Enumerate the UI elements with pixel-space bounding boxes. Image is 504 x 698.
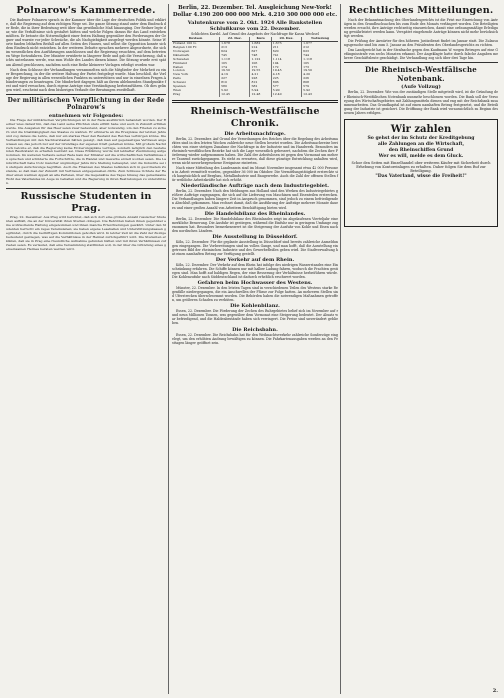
table-row xyxy=(172,93,338,97)
article-subheading: Niederländische Aufträge nach dem Industriegebiet. xyxy=(180,183,330,190)
table-cell: 748 xyxy=(250,54,271,58)
article-paragraph: Nach einer Mitteilung des Landesamts sind im Monat November insgesamt etwa 42 000 Personen in Arbeit vermittelt worden, gegenüber 36 000 im Oktober. Die Vermittlungstätigkeit erstreckte sich hauptsächlich auf Bergbau, Metallindustrie und Baugewerbe. Auch die Zahl der offenen Stellen für weibliche Arbeitskräfte hat sich erhöht. xyxy=(172,166,338,183)
table-cell: 577 xyxy=(271,85,301,89)
column-rule xyxy=(340,4,341,694)
table-cell: 1.677 xyxy=(303,41,312,46)
table-cell: 227 xyxy=(220,77,250,81)
column-left xyxy=(6,4,166,253)
table-cell: 1.682 xyxy=(250,42,271,46)
article-subheading: (Aufe Vollzug) xyxy=(401,84,441,91)
table-cell: 226 xyxy=(303,76,310,81)
article-paragraph: Essen, 22. Dezember. Die Förderung der Zechen des Ruhrgebietes belief sich im November auf rund neun Millionen Tonnen, was gegenüber dem Vormonat eine Steigerung bedeutet. Der Absatz war befriedigend, und die Haldenbestände haben sich verringert. Die Preise sind unverändert geblieben. xyxy=(172,309,338,326)
table-cell: 627 xyxy=(250,50,271,54)
article-paragraph: Berlin, 22. Dezember. Wie von der zuständigen Stelle mitgeteilt wird, ist die Gründung der Rheinisch-Westfälischen Notenbank nunmehr beschlossen worden. Die Bank soll der Versorgung des Wirtschaftsgebietes mit Zahlungsmitteln dienen und eng mit der Reichsbank zusammenarbeiten. Das Grundkapital ist auf einen namhaften Betrag festgesetzt, und die Beteiligung der Industrie ist gesichert. Die Eröffnung der Bank wird voraussichtlich zu Beginn des neuen Jahres erfolgen. xyxy=(344,90,498,115)
table-cell: 4.21 xyxy=(250,73,271,77)
article-subheading: Gefahren beim Hochwasser des Westens. xyxy=(197,280,313,287)
table-cell: 174 xyxy=(220,66,250,70)
table-cell: 175 xyxy=(250,66,271,70)
finance-subtitle: Schlußkurse vom 22. Dezember. xyxy=(209,26,301,33)
article-heading: Rechtliches Mitteilungen. xyxy=(348,5,494,16)
ad-quote: "Das Vaterland, wisse die Freiheit!" xyxy=(375,173,467,179)
table-cell: 105 xyxy=(303,60,310,65)
table-cell: 5.92 xyxy=(303,88,311,93)
table-cell: 105 xyxy=(220,62,250,66)
table-cell: 172 xyxy=(271,66,301,70)
divider xyxy=(6,188,166,189)
article-paragraph: Köln, 22. Dezember. Für die geplante Ausstellung in Düsseldorf sind bereits zahlreiche Anmeldungen eingegangen. Die Vorbereitungen sind im vollen Gange, und man hofft, daß die Ausstellung ein getreues Bild der rheinischen Industrie und des Gewerbefleißes geben wird. Die Stadtverwaltung hat einen namhaften Betrag zur Verfügung gestellt. xyxy=(172,239,338,256)
article-paragraph: Prag, 22. Dezember. Aus Prag wird berichtet, daß sich dort eine größere Anzahl russischer Studenten aufhält, die an der Universität ihren Studien obliegen. Die Behörden haben ihnen gegenüber eine wohlwollende Haltung eingenommen und ihnen manche Erleichterungen gewährt. Unter den Studenten herrscht ein reges Vereinsleben; sie haben eigene Lesehallen und Unterstützungskassen gegründet, durch die bedürftigen Kommilitonen geholfen wird. In letzter Zeit ist die Zahl der Zuzüge bedeutend gestiegen, was auf die Verhältnisse in der Heimat zurückgeführt wird. Die Studenten erklären, daß sie in Prag eine freundliche Aufnahme gefunden hätten und mit ihren Verhältnissen zufrieden seien. Es verlautet, daß eine Versammlung stattfinden soll, in der über die Gründung eines gemeinsamen Heimes beraten werden wird. xyxy=(6,215,166,251)
article-paragraph: Münster, 22. Dezember. In den letzten Tagen sind in verschiedenen Teilen des Westens starke Regenfälle niedergegangen, die ein Anschwellen der Flüsse zur Folge hatten. An mehreren Stellen sind Uferstrecken überschwemmt worden. Die Behörden haben die notwendigen Maßnahmen getroffen, um größeren Schaden zu verhüten. xyxy=(172,286,338,303)
article-paragraph: Berlin, 22. Dezember. Die Handelsbilanz des Rheinlandes zeigt im abgelaufenen Vierteljahr eine merkliche Besserung. Die Ausfuhr ist gestiegen, während die Einfuhr nur in geringem Umfange zugenommen hat. Besonders bemerkenswert ist die Steigerung der Ausfuhr von Kohle und Eisen nach den nordischen Ländern. xyxy=(172,216,338,233)
article-subheading: Die Arbeitsnachfrage. xyxy=(224,130,286,137)
table-cell: 808 xyxy=(303,80,310,85)
ad-line: So gehst der im Schutz der Kreditgebung xyxy=(367,135,475,141)
article-paragraph: Nach dem Schlusse der Verhandlungen versammelten sich die Mitglieder der Mehrheit zu einer Besprechung, in der die weitere Haltung der Partei festgelegt wurde. Man beschloß, die Vorlage der Regierung in allen wesentlichen Punkten zu unterstützen und nur in einzelnen Fragen Abänderungen zu beantragen. Die Minderheit dagegen hält an ihrem ablehnenden Standpunkte fest und wird versuchen, durch eigene Anträge eine Verständigung herbeizuführen. Ob dies gelingen wird, erscheint nach dem bisherigen Verlaufe der Beratungen zweifelhaft. xyxy=(6,67,166,92)
article-paragraph: Die Prüfung der Anwärter für den höheren Justizdienst findet im Januar statt. Die Zulassungsgesuche sind bis zum 5. Januar an den Präsidenten des Oberlandesgerichts zu richten. xyxy=(344,39,498,48)
table-cell: 620 xyxy=(271,50,301,54)
table-cell: 810 xyxy=(220,81,250,85)
table-cell: Norwegen xyxy=(172,50,220,54)
ad-title: Wir zahlen xyxy=(390,123,452,135)
table-cell: 623 xyxy=(303,48,310,53)
table-cell: 4.18 xyxy=(271,73,301,77)
table-cell: 744 xyxy=(303,52,310,57)
table-cell: 812 xyxy=(250,81,271,85)
table-cell: 741 xyxy=(271,54,301,58)
ad-body: Schoe den Seiten mit Einzelhandel ober weiteren Käufer mit Sicherheit durch Erhebung von Kontoreinlagen zu erhalten. Daher folgen Sie dem Ruf zur Beteiligung. xyxy=(351,160,491,174)
column-middle xyxy=(172,4,338,346)
article-paragraph: Berlin, 22. Dezember. Nach den Meldungen aus Holland sind den Werken des Industriegebietes größere Aufträge zugegangen, die sich auf die Lieferung von Maschinen und Eisenteilen erstrecken. Die Verhandlungen haben längere Zeit in Anspruch genommen, sind jedoch zu einem befriedigenden Abschluß gekommen. Man rechnet damit, daß die Ausführung der Aufträge mehrere Monate dauern und einer großen Anzahl von Arbeitern Beschäftigung bieten wird. xyxy=(172,189,338,210)
table-cell: 212 xyxy=(303,45,310,50)
article-subheading: Die Kohlenbilanz. xyxy=(230,303,280,310)
finance-banner: Berlin, 22. Dezember. Tel. Ausgleichung New-York! Dollar 4.190 200 000 000 Mrk. 4.210 300 000 000 etc. xyxy=(172,5,338,18)
divider xyxy=(344,62,498,63)
article-heading: Russische Studenten in Prag. xyxy=(20,191,152,215)
ad-line: alle Zahlungen an die Wirtschaft, xyxy=(377,141,465,147)
table-cell: 12.40 xyxy=(271,93,301,97)
table-cell: 1.118 xyxy=(303,56,312,61)
table-cell: Spanien xyxy=(172,85,220,89)
table-cell: 19.50 xyxy=(303,68,312,73)
column-right xyxy=(344,4,498,227)
article-heading: Polnarow's Kammerrede. xyxy=(16,5,156,16)
table-cell: 19.45 xyxy=(271,69,301,73)
ad-line: den Rheinschiffen Grund xyxy=(388,148,454,154)
table-header-cell: 22. Dez. xyxy=(220,37,250,41)
article-heading: Rheinisch-Westfälische Chronik. xyxy=(190,105,320,129)
article-paragraph: Die Badener Polnarow sprach in der Kammer über die Lage der deutschen Politik und erklärte, daß die Regierung auf dem richtigen Wege sei. Die ganze Sitzung stand unter dem Eindruck der Rede, die in ihrer Bedeutung weit über das gewöhnliche Maß hinausging. Der Redner legte dar, wie die Verhältnisse sich gestaltet hätten und welche Folgen daraus für das Land entstehen müßten. Er betonte die Notwendigkeit einer festen Haltung gegenüber den Forderungen der Gegner und warnte vor jeder Schwäche, die als Nachgiebigkeit ausgelegt werden könnte. Seine Worte fanden lebhaften Beifall auf allen Seiten des Hauses, und selbst die Opposition konnte sich dem Eindruck nicht entziehen. In der weiteren Debatte sprachen mehrere Abgeordnete, die sich im wesentlichen den Ausführungen anschlossen und die Regierung ersuchten, auf dem betretenen Wege fortzufahren. Der Minister erwiderte in längerer Rede und gab die Versicherung, daß nichts unterlassen werde, was zum Wohle des Landes dienen könne. Die Sitzung wurde erst spät am Abend geschlossen, nachdem noch eine Reihe kleinerer Vorlagen erledigt worden war. xyxy=(6,18,166,67)
table-cell: 1.118 xyxy=(220,58,250,62)
table-cell: 1.122 xyxy=(250,58,271,62)
table-cell: 104 xyxy=(271,62,301,66)
table-cell: 579 xyxy=(303,84,310,89)
table-header-cell: Devisen xyxy=(172,37,220,41)
table-cell: Prag xyxy=(172,93,220,97)
table-cell: 1.114 xyxy=(271,58,301,62)
page-number: 2. xyxy=(492,688,498,694)
finance-subtitle: Valutenkurse vom 2. Okt. 1924 Alle Bankstellen xyxy=(187,20,323,27)
table-cell: Paris xyxy=(172,77,220,81)
table-header-cell: Kurs xyxy=(250,37,271,41)
finance-note: Schlichten Kursbl. Auf Grund des Angebots der Nachfrage für Kassa Wechsel xyxy=(191,32,319,37)
article-subheading: Die Ausstellung in Düsseldorf. xyxy=(212,233,298,240)
article-paragraph: Nach der Bekanntmachung des Oberlandesgerichts ist die Frist zur Einreichung von Anträgen in den Grundbuchsachen bis zum Ende des Monats verlängert worden. Die Beteiligten werden ersucht, ihre Anträge rechtzeitig einzureichen, damit eine ordnungsmäßige Erledigung gewährleistet werden kann. Verspätet eingehende Anträge können nicht mehr berücksichtigt werden. xyxy=(344,18,498,39)
table-cell: Belgien 100 Fr. xyxy=(172,46,220,50)
table-cell: Wien xyxy=(172,89,220,93)
ad-line: Wer es will, melde es dem Gluck. xyxy=(378,154,464,160)
table-cell: 1.673 xyxy=(271,42,301,46)
divider xyxy=(6,94,166,95)
newspaper-page xyxy=(4,4,500,694)
table-cell: Schweden xyxy=(172,58,220,62)
table-cell: 173 xyxy=(303,64,310,69)
table-cell: 745 xyxy=(220,54,250,58)
article-paragraph: Essen, 22. Dezember. Die Reichsbahn hat für den Weihnachtsverkehr zahlreiche Sonderzüge eingelegt, um den erhöhten Andrang bewältigen zu können. Die Fahrkartenausgaben werden an den Festtagen länger geöffnet sein. xyxy=(172,332,338,345)
table-cell: 214 xyxy=(250,46,271,50)
table-cell: 213 xyxy=(220,46,250,50)
table-cell: 4.19 xyxy=(220,73,250,77)
article-subheading: Die Handelsbilanz des Rheinlandes. xyxy=(204,210,306,217)
table-header-cell: 20. Dez. xyxy=(271,37,301,41)
table-cell: Finnland xyxy=(172,62,220,66)
article-subheading: Der Verkehr auf dem Rhein. xyxy=(215,256,295,263)
table-cell: 211 xyxy=(271,46,301,50)
table-cell: 582 xyxy=(250,85,271,89)
table-cell: 5.92 xyxy=(220,89,250,93)
table-cell: 12.43 xyxy=(303,91,312,96)
divider xyxy=(172,100,338,103)
table-cell: 580 xyxy=(220,85,250,89)
table-cell: 12.45 xyxy=(220,93,250,97)
table-cell: 19.55 xyxy=(250,69,271,73)
exchange-rate-table xyxy=(172,37,338,97)
advertisement-box xyxy=(344,119,498,227)
table-cell: 4.20 xyxy=(303,72,311,77)
table-cell: London xyxy=(172,69,220,73)
table-cell: 106 xyxy=(250,62,271,66)
table-cell: 225 xyxy=(271,77,301,81)
article-paragraph: Köln, 22. Dezember. Der Verkehr auf dem Rhein hat infolge des niedrigen Wasserstandes eine Einschränkung erfahren. Die Schiffe können nur mit halber Ladung fahren, wodurch die Frachten gestiegen sind. Man hofft auf baldigen Regen, der eine Besserung der Verhältnisse herbeiführen würde. Die Kohlenzufuhr nach Süddeutschland ist dadurch erheblich erschwert worden. xyxy=(172,262,338,280)
article-paragraph: Das Landgericht hat in der Strafsache gegen den Kaufmann W. wegen Betruges auf eine Gefängnisstrafe von sechs Monaten erkannt. Der Angeklagte hatte durch falsche Angaben mehrere Geschäftsleute geschädigt. Die Verhandlung zog sich über drei Tage hin. xyxy=(344,48,498,61)
article-paragraph: Berlin, 22. Dezember. Auf Grund der Verordnungen des Reiches über die Regelung des Arbeitsmarktes sind in den letzten Wochen zahlreiche neue Stellen besetzt worden. Die Arbeitsnachweise berichten von einer stetigen Zunahme der Nachfrage in der Industrie und im Handwerk. Besonders im rheinisch-westfälischen Bezirke hat sich die Lage wesentlich gebessert, nachdem die Zechen ihre Förderung wieder aufgenommen haben. Die Zahl der Arbeitslosen ist gegen den Vormonat um mehrere Tausend zurückgegangen. Es steht zu erwarten, daß diese günstige Entwicklung anhalten wird, wenn nicht unvorhergesehene Ereignisse eintreten. xyxy=(172,136,338,166)
article-heading: Der militärischen Verpflichtung in der Rede Polnarow's xyxy=(7,96,165,112)
table-cell: 5.94 xyxy=(250,89,271,93)
table-cell: 19.50 xyxy=(220,69,250,73)
article-paragraph: Die Frage der militärischen Verpflichtungen ist in der Rede ausführlich behandelt worden. Der Redner wies darauf hin, daß das Land seine Pflichten stets erfüllt habe und auch in Zukunft erfüllen werde. Die Ausgaben für das Heer seien zwar bedeutend, aber notwendig, um den Frieden zu sichern und die Unabhängigkeit des Staates zu wahren. Er erinnerte an die Ereignisse der letzten Jahre und zog daraus die Lehre, daß nur ein starkes Heer den Bestand des Reiches verbürgen könne. Die Verhandlungen mit den Nachbarstaaten hätten gezeigt, daß man auf gegenseitiges Vertrauen angewiesen sei, das jedoch nur auf der Grundlage der eigenen Kraft gedeihen könne. Mit großem Nachdruck betonte er, daß die Regierung keine Eroberungspläne verfolge, sondern lediglich den bestehenden Besitzstand zu erhalten bestrebt sei. Diese Erklärung wurde mit lebhafter Zustimmung aufgenommen. Im weiteren Verlaufe seiner Rede kam der Minister auf die wirtschaftlichen Verhältnisse zu sprechen und schilderte die Fortschritte, die in Handel und Gewerbe erzielt worden seien. Die Landwirtschaft habe trotz mancher ungünstiger Jahre ihre Stellung behauptet, und die Industrie sei in stetigem Aufschwunge begriffen. Auch die Finanzen des Staates befänden sich in geordnetem Zustande, so daß man der Zukunft mit Vertrauen entgegensehen dürfe. Zum Schlusse richtete der Redner einen warmen Appell an alle Parteien, über die Gegensätze des Tages hinweg das gemeinsame Wohl des Vaterlandes im Auge zu behalten und die Regierung in ihren Bestrebungen zu unterstützen. xyxy=(6,117,167,186)
table-cell: 12.48 xyxy=(250,93,271,97)
table-cell: 806 xyxy=(271,81,301,85)
table-cell: Schweiz xyxy=(172,81,220,85)
table-cell: New York xyxy=(172,73,220,77)
table-cell: 5.90 xyxy=(271,89,301,93)
table-cell: 228 xyxy=(250,77,271,81)
article-subheading: entnehmen wir Folgendes: xyxy=(48,112,124,119)
article-heading: Die Rheinisch-Westfälische Notenbank. xyxy=(365,65,477,84)
column-rule xyxy=(168,4,169,694)
article-subheading: Die Reichsbahn. xyxy=(232,326,278,333)
table-cell: Dänemark xyxy=(172,54,220,58)
table-cell: Italien xyxy=(172,66,220,70)
table-cell: 624 xyxy=(220,50,250,54)
table-header-cell: Notierung xyxy=(302,37,338,41)
table-cell: 1.678 xyxy=(220,42,250,46)
table-cell: Holland 100 G. xyxy=(172,42,220,46)
